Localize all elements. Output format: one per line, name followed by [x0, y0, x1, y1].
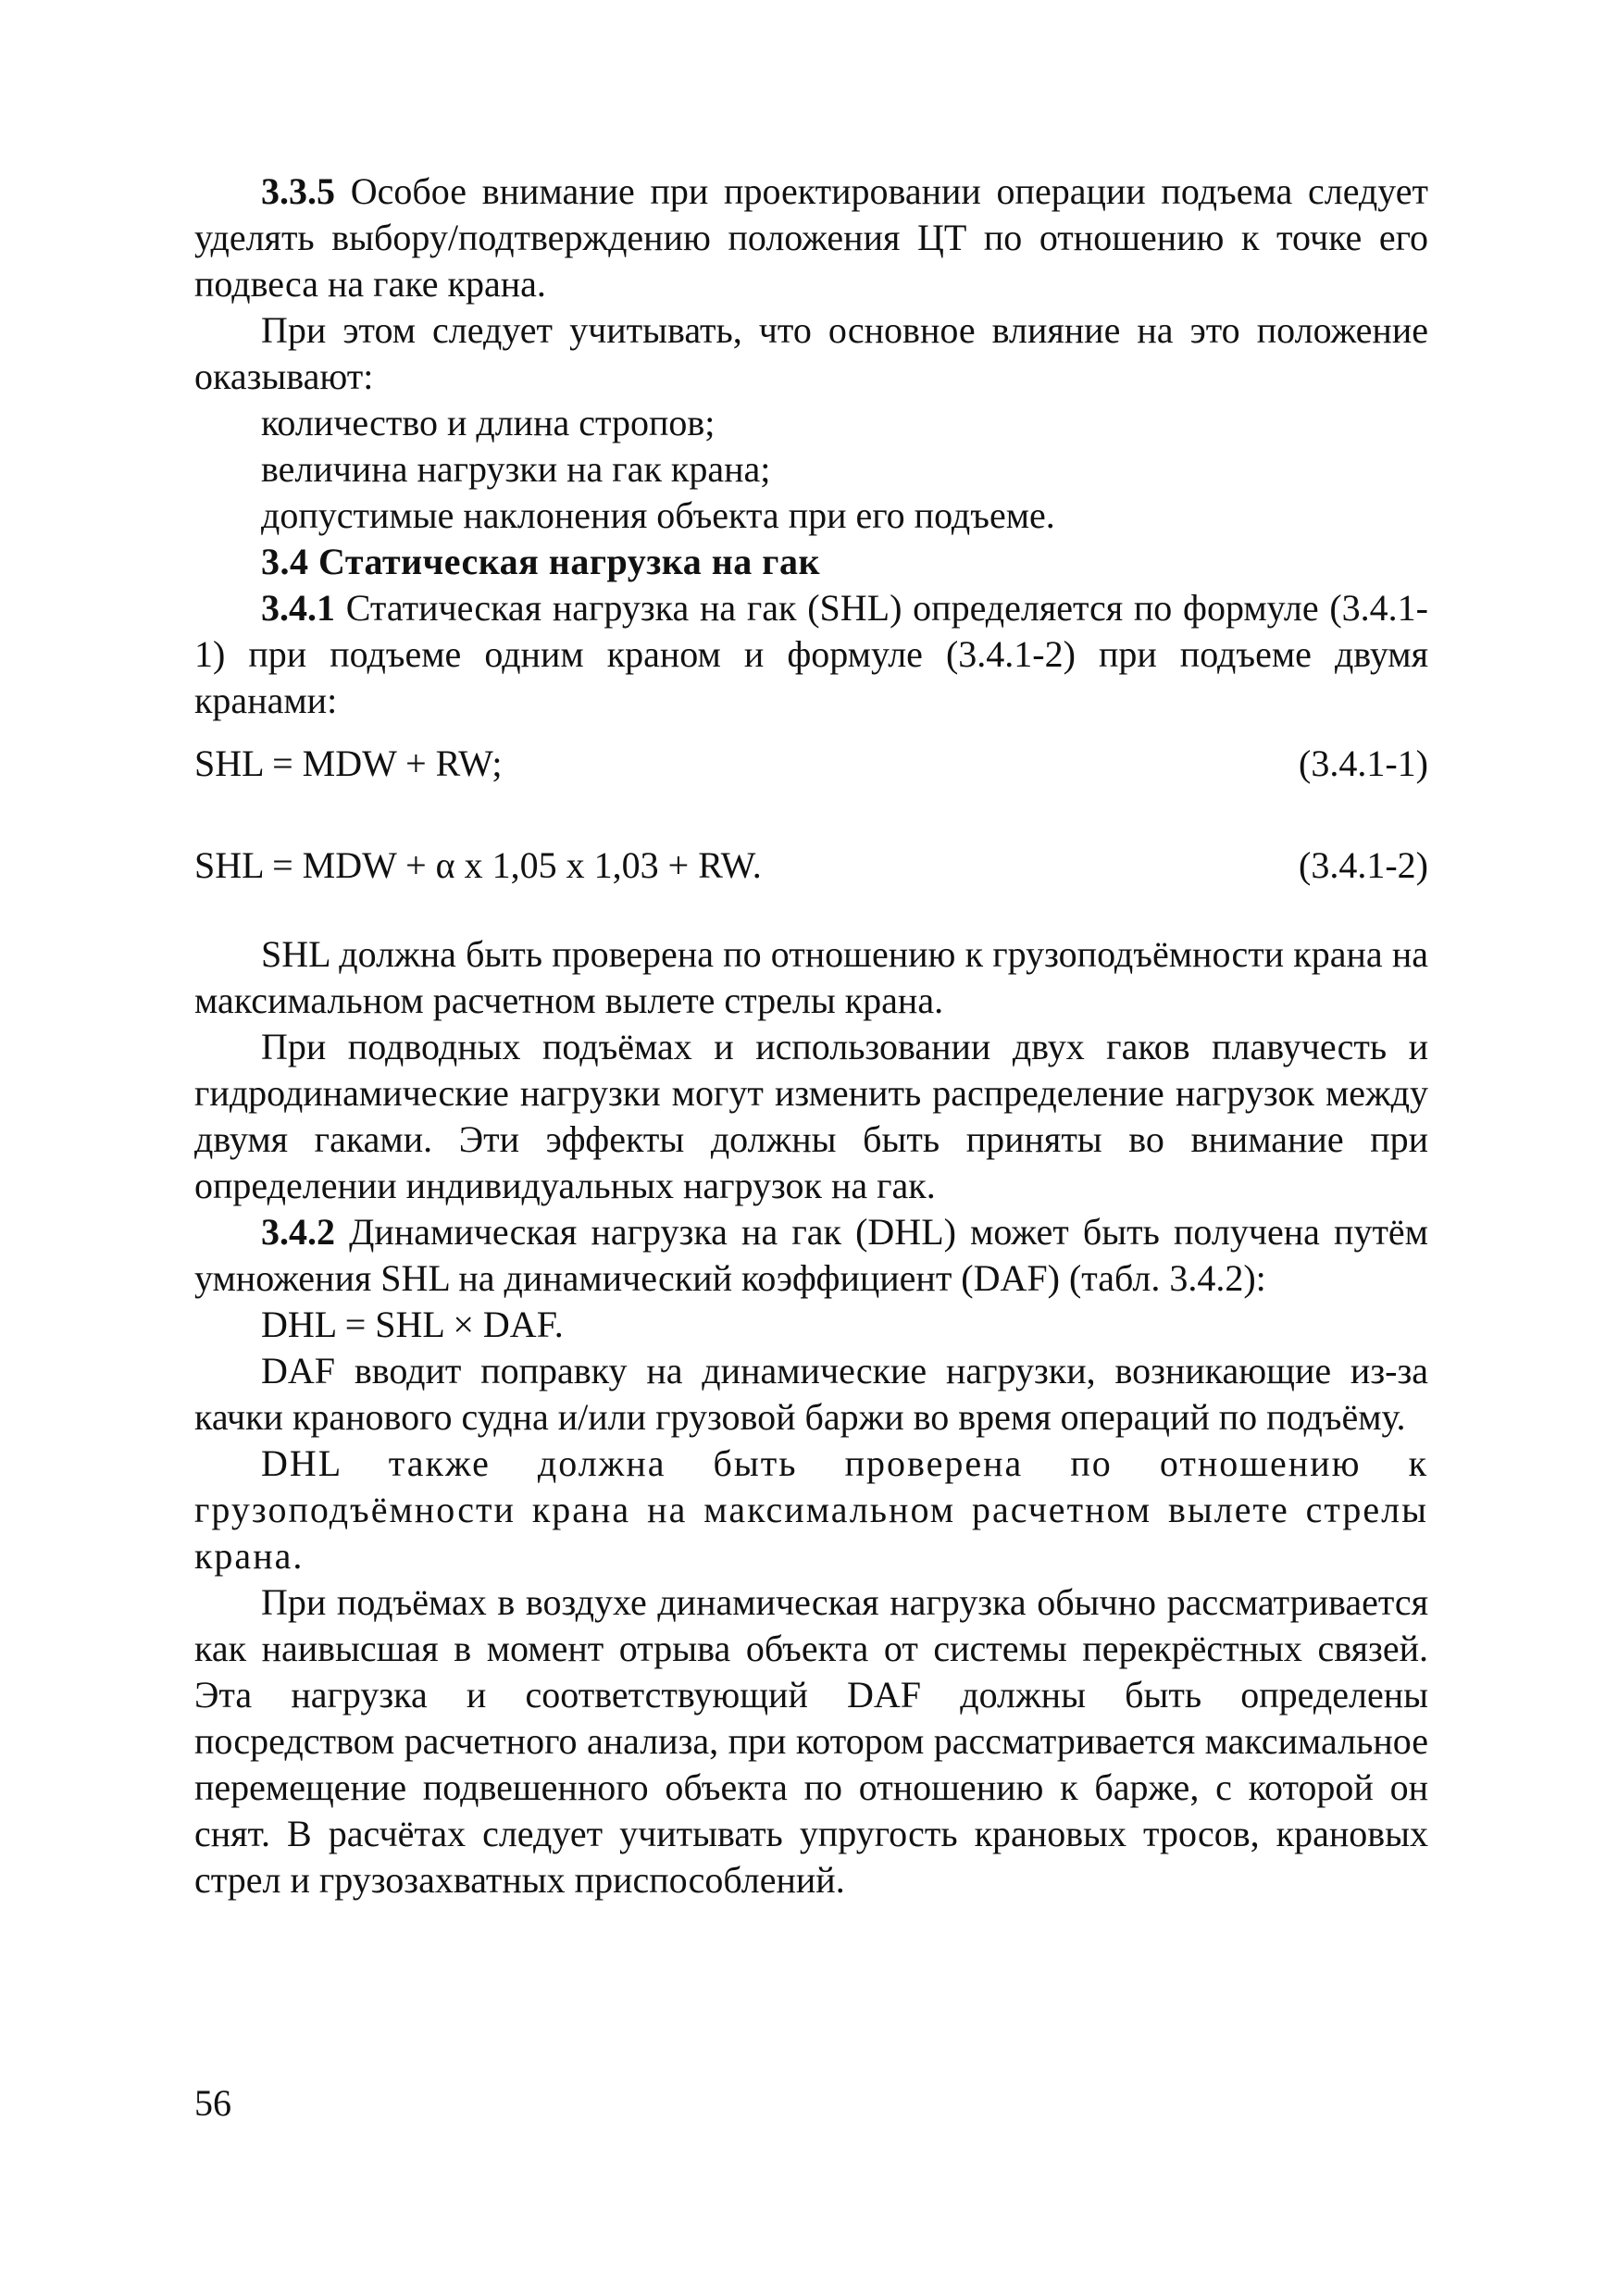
formula-3-4-1-2	[194, 842, 1428, 889]
section-number: 3.4.1	[261, 587, 335, 629]
formula-3-4-1-1	[194, 741, 1428, 787]
paragraph-text: Особое внимание при проектировании операции подъема следует уделять выбору/подтверждению положения ЦТ по отношению к точке его подвеса на гаке крана.	[194, 170, 1428, 305]
page-number: 56	[194, 2082, 231, 2124]
paragraph-3-4-1	[194, 585, 1428, 724]
formula-expression: SHL = MDW + α x 1,05 x 1,03 + RW.	[194, 844, 762, 886]
paragraph-text: Статическая нагрузка на гак (SHL) определяется по формуле (3.4.1-1) при подъеме одним краном и формуле (3.4.1-2) при подъеме двумя кранами:	[194, 587, 1428, 721]
section-number: 3.3.5	[261, 170, 335, 212]
paragraph-3-3-5	[194, 168, 1428, 307]
paragraph-3-4-2	[194, 1209, 1428, 1302]
formula-expression: SHL = MDW + RW;	[194, 742, 503, 784]
paragraph-daf: DAF вводит поправку на динамические нагрузки, возникающие из-за качки кранового судна и/или грузовой баржи во время операций по подъёму.	[194, 1350, 1428, 1438]
paragraph-underwater: При подводных подъёмах и использовании двух гаков плавучесть и гидродинамические нагрузки могут изменить распределение нагрузок между двумя гаками. Эти эффекты должны быть приняты во внимание при определении индивидуальных нагрузок на гак.	[194, 1026, 1428, 1206]
section-heading-3-4: 3.4 Статическая нагрузка на гак	[261, 541, 820, 582]
formula-reference: (3.4.1-2)	[1299, 844, 1428, 886]
formula-dhl: DHL = SHL × DAF.	[261, 1304, 564, 1345]
paragraph-air-lifts: При подъёмах в воздухе динамическая нагрузка обычно рассматривается как наивысшая в момент отрыва объекта от системы перекрёстных связей. Эта нагрузка и соответствующий DAF должны быть определены посредством расчетного анализа, при котором рассматривается максимальное перемещение подвешенного объекта по отношению к барже, с которой он снят. В расчётах следует учитывать упругость крановых тросов, крановых стрел и грузозахватных приспособлений.	[194, 1581, 1428, 1901]
list-item: допустимые наклонения объекта при его подъеме.	[261, 494, 1055, 536]
paragraph-text: Динамическая нагрузка на гак (DHL) может быть получена путём умножения SHL на динамический коэффициент (DAF) (табл. 3.4.2):	[194, 1211, 1428, 1299]
section-number: 3.4.2	[261, 1211, 335, 1253]
list-item: количество и длина стропов;	[261, 402, 716, 443]
paragraph-shl-check: SHL должна быть проверена по отношению к грузоподъёмности крана на максимальном расчетном вылете стрелы крана.	[194, 933, 1428, 1021]
paragraph-influence: При этом следует учитывать, что основное влияние на это положение оказывают:	[194, 309, 1428, 397]
paragraph-dhl-check: DHL также должна быть проверена по отношению к грузоподъёмности крана на максимальном расчетном вылете стрелы крана.	[194, 1442, 1428, 1577]
document-page	[194, 168, 1428, 1903]
formula-reference: (3.4.1-1)	[1299, 742, 1428, 784]
list-item: величина нагрузки на гак крана;	[261, 448, 771, 490]
